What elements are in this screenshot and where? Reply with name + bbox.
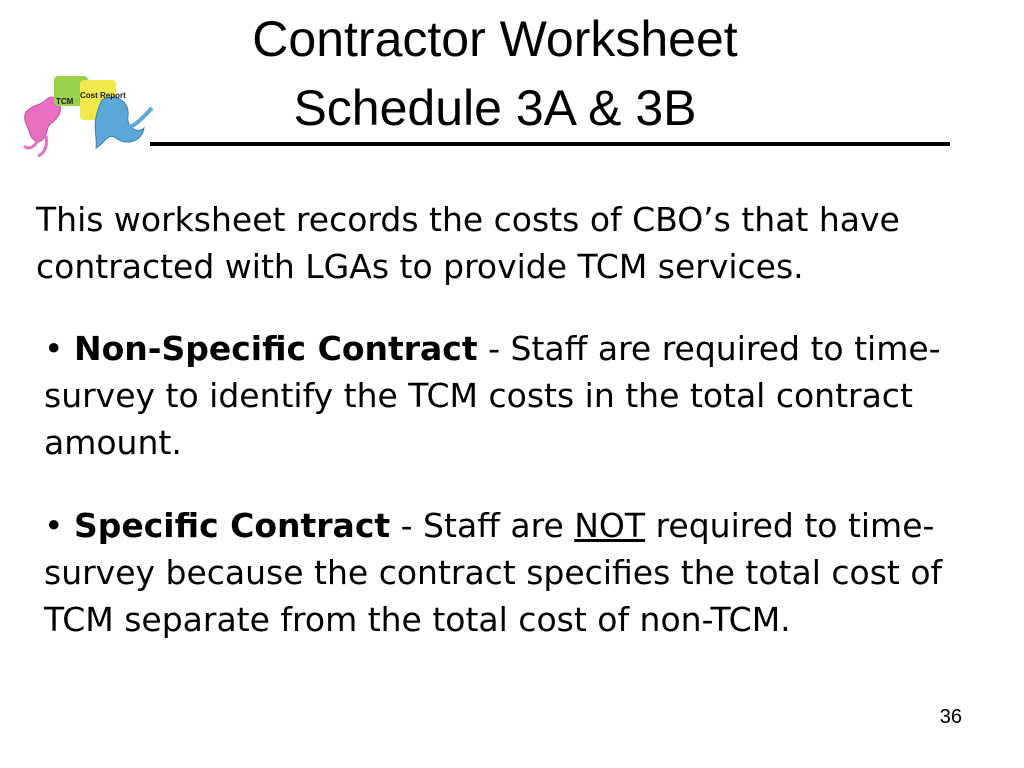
page-number: 36 [939, 706, 962, 728]
intro-paragraph: This worksheet records the costs of CBO’s that have contracted with LGAs to provide TCM services. [36, 200, 900, 286]
logo-label-tcm: TCM [56, 97, 74, 106]
slide-title-line-2: Schedule 3A & 3B [293, 80, 697, 136]
bullet-description-start: - Staff are [390, 506, 575, 545]
blue-tail-shape [128, 108, 152, 128]
bullet-emphasis-not: NOT [574, 506, 646, 545]
logo-label-cost-report: Cost Report [80, 91, 126, 100]
bullet-description-end: required to time-survey because the contract specifies the total cost of TCM separate from the total cost of non-TCM. [44, 506, 943, 639]
bullet-description: - Staff are required to time-survey to identify the TCM costs in the total contract amount. [44, 329, 941, 462]
bullet-specific-contract [44, 502, 944, 643]
slide-title-line-1: Contractor Worksheet [252, 11, 738, 67]
bullet-marker: • [44, 506, 64, 545]
tcm-cost-report-logo [18, 62, 158, 162]
bullet-term: Non-Specific Contract [73, 329, 478, 368]
bullet-non-specific-contract [44, 325, 944, 466]
bullet-marker: • [44, 329, 64, 368]
title-underline-rule [150, 142, 950, 146]
bullet-term: Specific Contract [73, 506, 391, 545]
